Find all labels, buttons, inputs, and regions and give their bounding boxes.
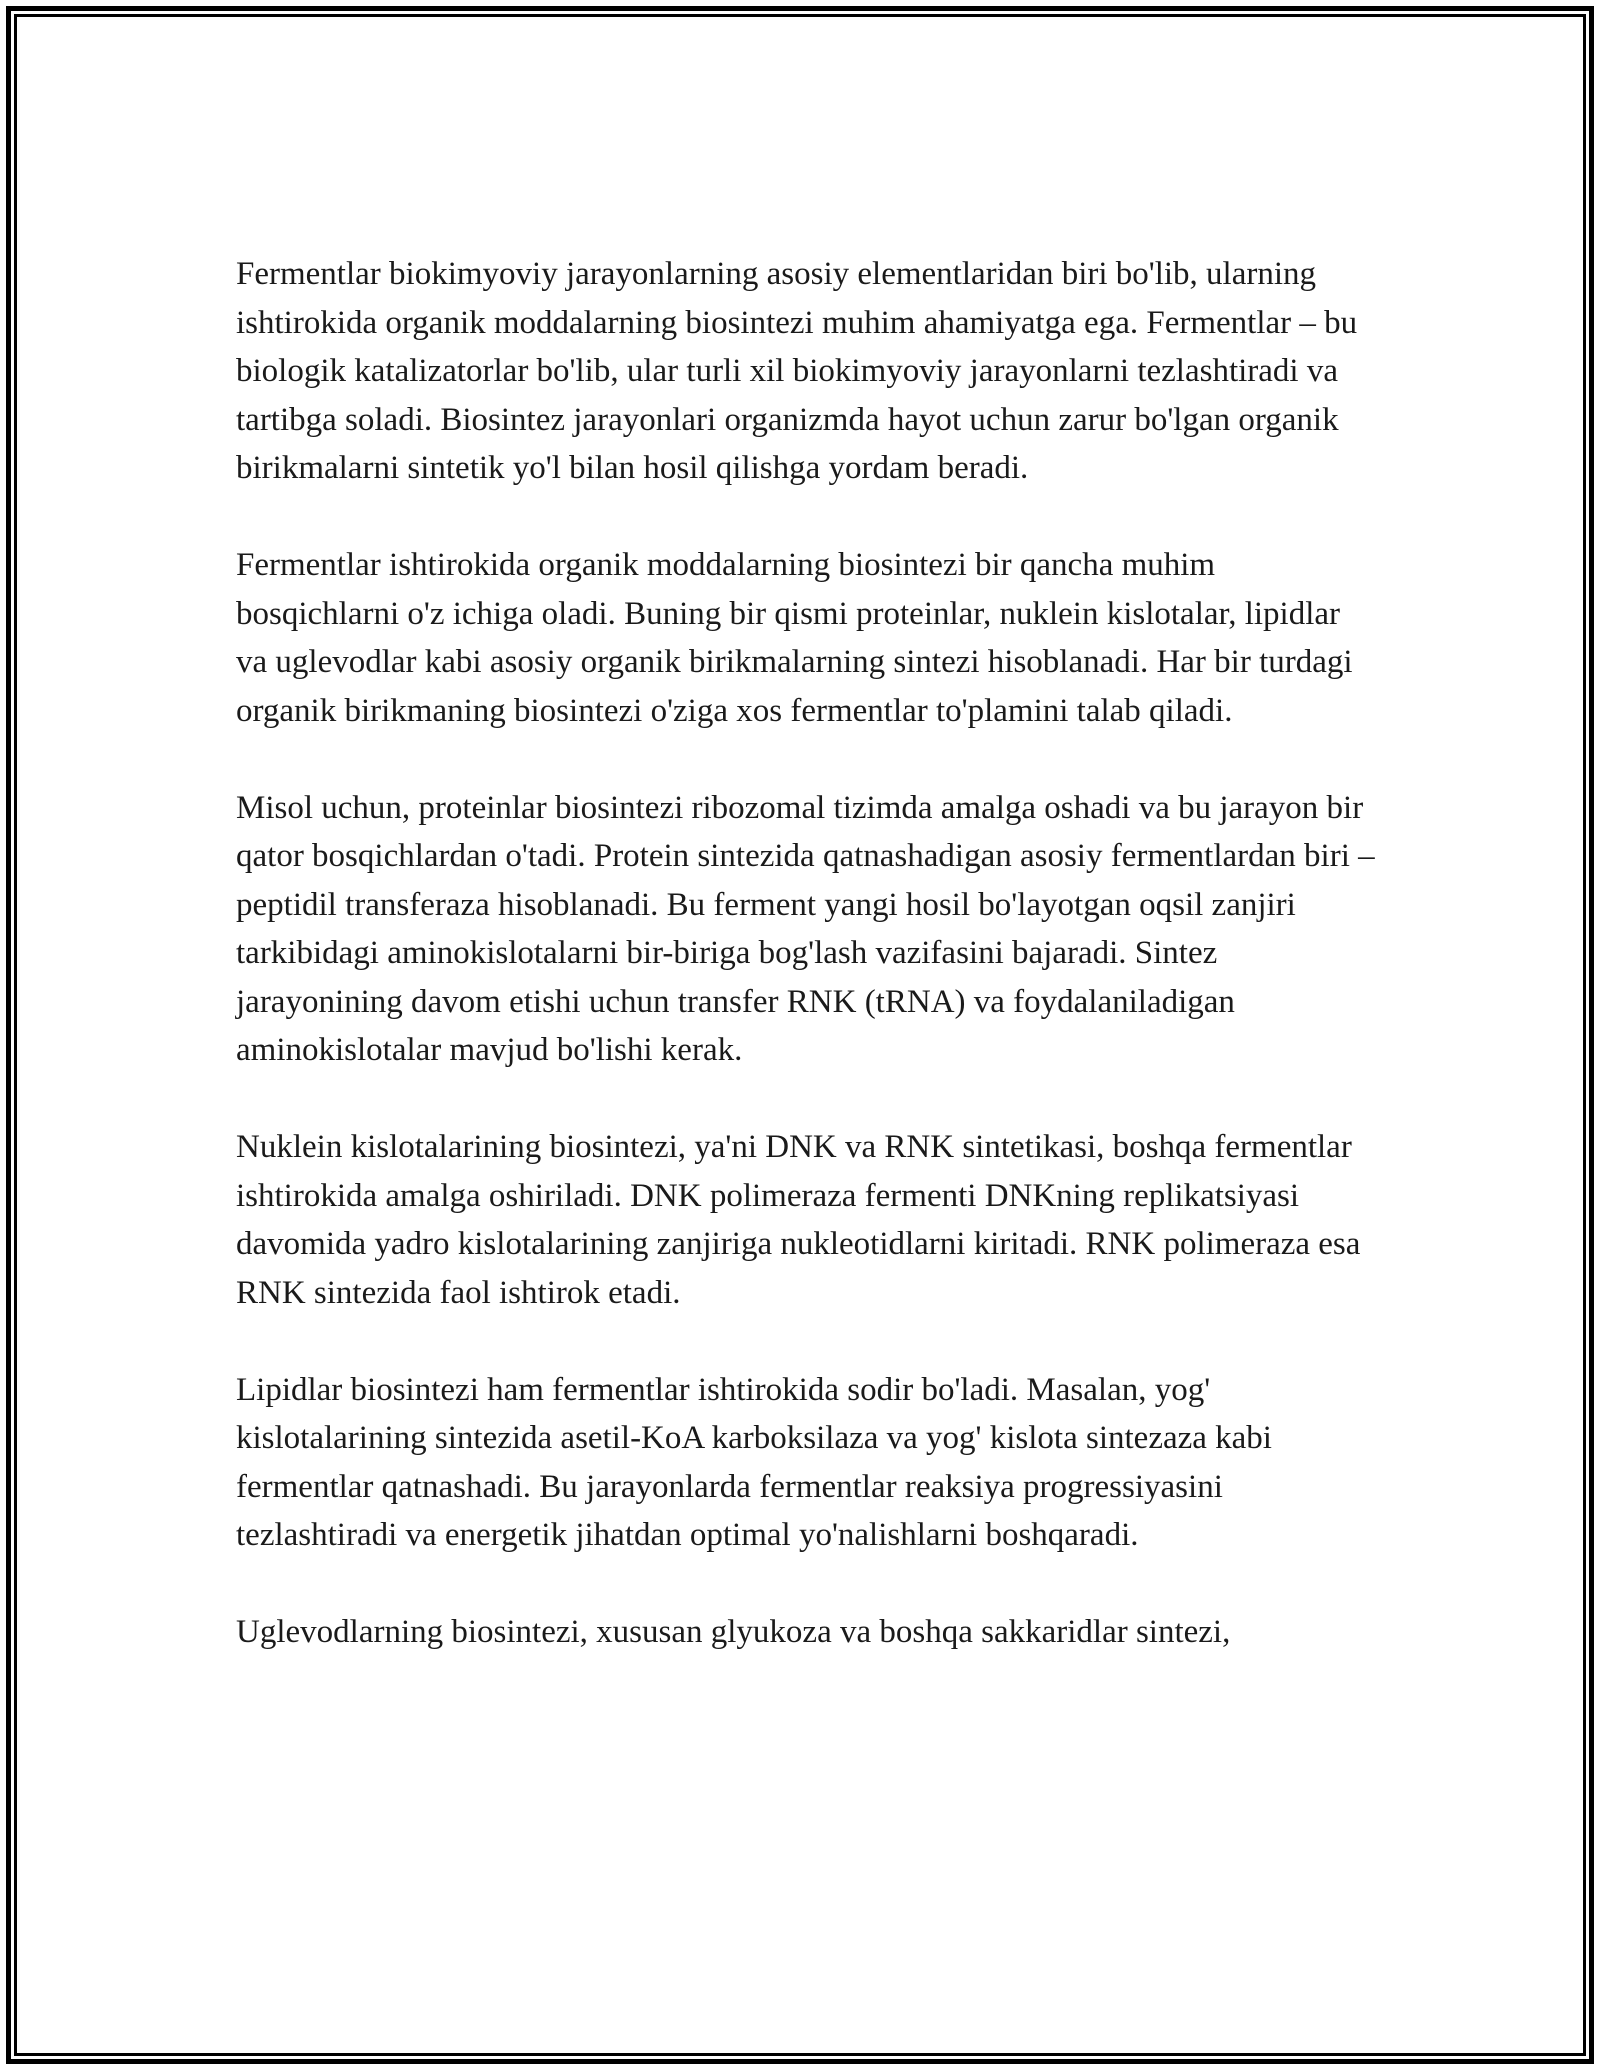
paragraph-protein-synthesis: Misol uchun, proteinlar biosintezi ribozomal tizimda amalga oshadi va bu jarayon bir qator bosqichlardan o'tadi. Protein sintezida qatnashadigan asosiy fermentlardan biri – peptidil transferaza hisoblanadi. Bu ferment yangi hosil bo'layotgan oqsil zanjiri tarkibidagi aminokislotalarni bir-biriga bog'lash vazifasini bajaradi. Sintez jarayonining davom etishi uchun transfer RNK (tRNA) va foydalaniladigan aminokislotalar mavjud bo'lishi kerak.	[236, 789, 1375, 1068]
document-body	[236, 250, 1376, 1705]
paragraph-lipids: Lipidlar biosintezi ham fermentlar ishtirokida sodir bo'ladi. Masalan, yog' kislotalarining sintezida asetil-KoA karboksilaza va yog' kislota sintezaza kabi fermentlar qatnashadi. Bu jarayonlarda fermentlar reaksiya progressiyasini tezlashtiradi va energetik jihatdan optimal yo'nalishlarni boshqaradi.	[236, 1371, 1272, 1553]
paragraph-carbohydrates: Uglevodlarning biosintezi, xususan glyukoza va boshqa sakkaridlar sintezi,	[236, 1614, 1231, 1650]
paragraph-intro: Fermentlar biokimyoviy jarayonlarning asosiy elementlaridan biri bo'lib, ularning ishtirokida organik moddalarning biosintezi muhim ahamiyatga ega. Fermentlar – bu biologik katalizatorlar bo'lib, ular turli xil biokimyoviy jarayonlarni tezlashtiradi va tartibga soladi. Biosintez jarayonlari organizmda hayot uchun zarur bo'lgan organik birikmalarni sintetik yo'l bilan hosil qilishga yordam beradi.	[236, 256, 1358, 486]
paragraph-biosynthesis-stages: Fermentlar ishtirokida organik moddalarning biosintezi bir qancha muhim bosqichlarni o'z ichiga oladi. Buning bir qismi proteinlar, nuklein kislotalar, lipidlar va uglevodlar kabi asosiy organik birikmalarning sintezi hisoblanadi. Har bir turdagi organik birikmaning biosintezi o'ziga xos fermentlar to'plamini talab qiladi.	[236, 547, 1353, 729]
paragraph-nucleic-acids: Nuklein kislotalarining biosintezi, ya'ni DNK va RNK sintetikasi, boshqa fermentlar ishtirokida amalga oshiriladi. DNK polimeraza fermenti DNKning replikatsiyasi davomida yadro kislotalarining zanjiriga nukleotidlarni kiritadi. RNK polimeraza esa RNK sintezida faol ishtirok etadi.	[236, 1129, 1361, 1311]
